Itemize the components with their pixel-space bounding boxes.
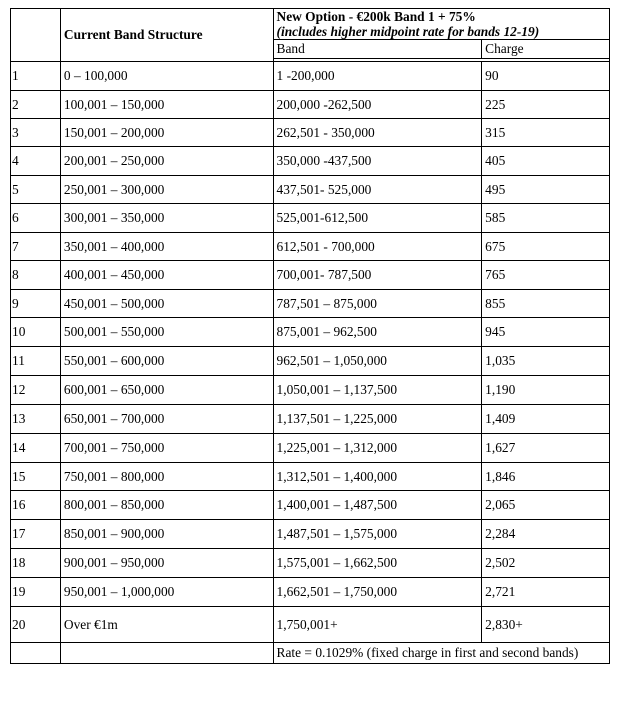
new-band-cell: 1 -200,000: [273, 62, 482, 91]
charge-cell: 315: [482, 119, 610, 147]
charge-cell: 675: [482, 233, 610, 261]
table-row: [11, 318, 610, 347]
header-row-top: [11, 9, 610, 40]
new-band-cell: 350,000 -437,500: [273, 147, 482, 176]
new-band-cell: 1,487,501 – 1,575,000: [273, 520, 482, 549]
new-band-cell: 525,001-612,500: [273, 204, 482, 233]
band-number-cell: 9: [11, 290, 61, 318]
new-band-cell: 700,001- 787,500: [273, 261, 482, 290]
table-row: [11, 147, 610, 176]
band-column-heading: Band: [273, 40, 482, 59]
charge-cell: 1,846: [482, 463, 610, 491]
current-band-cell: 500,001 – 550,000: [60, 318, 273, 347]
charge-cell: 90: [482, 62, 610, 91]
table-row: [11, 549, 610, 578]
band-number-cell: 8: [11, 261, 61, 290]
table-row: [11, 204, 610, 233]
current-band-cell: 750,001 – 800,000: [60, 463, 273, 491]
band-number-cell: 11: [11, 347, 61, 376]
current-band-cell: 100,001 – 150,000: [60, 91, 273, 119]
table-row: [11, 463, 610, 491]
band-number-cell: 15: [11, 463, 61, 491]
band-number-cell: 4: [11, 147, 61, 176]
new-band-cell: 200,000 -262,500: [273, 91, 482, 119]
charge-cell: 945: [482, 318, 610, 347]
current-band-cell: 850,001 – 900,000: [60, 520, 273, 549]
new-band-cell: 1,137,501 – 1,225,000: [273, 405, 482, 434]
rate-row: [11, 643, 610, 664]
current-band-cell: 700,001 – 750,000: [60, 434, 273, 463]
band-number-cell: 7: [11, 233, 61, 261]
charge-cell: 765: [482, 261, 610, 290]
new-band-cell: 1,312,501 – 1,400,000: [273, 463, 482, 491]
band-number-cell: 20: [11, 607, 61, 643]
current-band-cell: 150,001 – 200,000: [60, 119, 273, 147]
band-number-cell: 1: [11, 62, 61, 91]
charge-cell: 1,409: [482, 405, 610, 434]
band-number-cell: 13: [11, 405, 61, 434]
new-band-cell: 437,501- 525,000: [273, 176, 482, 204]
current-band-cell: 300,001 – 350,000: [60, 204, 273, 233]
table-row: [11, 578, 610, 607]
band-number-cell: 14: [11, 434, 61, 463]
table-row: [11, 176, 610, 204]
new-band-cell: 612,501 - 700,000: [273, 233, 482, 261]
table-row: [11, 607, 610, 643]
current-band-cell: 350,001 – 400,000: [60, 233, 273, 261]
new-band-cell: 962,501 – 1,050,000: [273, 347, 482, 376]
new-band-cell: 875,001 – 962,500: [273, 318, 482, 347]
new-band-cell: 1,050,001 – 1,137,500: [273, 376, 482, 405]
new-option-heading: [273, 9, 609, 40]
band-number-cell: 17: [11, 520, 61, 549]
table-row: [11, 233, 610, 261]
current-band-cell: 600,001 – 650,000: [60, 376, 273, 405]
new-option-title: New Option - €200k Band 1 + 75%: [276, 9, 476, 24]
charge-cell: 2,284: [482, 520, 610, 549]
current-band-cell: 950,001 – 1,000,000: [60, 578, 273, 607]
current-band-cell: 400,001 – 450,000: [60, 261, 273, 290]
new-band-cell: 1,225,001 – 1,312,000: [273, 434, 482, 463]
table-row: [11, 290, 610, 318]
table-row: [11, 91, 610, 119]
current-band-cell: 450,001 – 500,000: [60, 290, 273, 318]
current-band-cell: 800,001 – 850,000: [60, 491, 273, 520]
new-band-cell: 787,501 – 875,000: [273, 290, 482, 318]
new-option-subtitle: (includes higher midpoint rate for bands 12-19): [276, 24, 540, 39]
new-band-cell: 262,501 - 350,000: [273, 119, 482, 147]
charge-cell: 405: [482, 147, 610, 176]
band-number-cell: 16: [11, 491, 61, 520]
charge-cell: 585: [482, 204, 610, 233]
charge-cell: 2,502: [482, 549, 610, 578]
table-row: [11, 434, 610, 463]
charge-cell: 1,627: [482, 434, 610, 463]
band-number-cell: 2: [11, 91, 61, 119]
current-band-cell: 200,001 – 250,000: [60, 147, 273, 176]
current-band-structure-heading: Current Band Structure: [60, 9, 273, 62]
charge-cell: 225: [482, 91, 610, 119]
current-band-cell: Over €1m: [60, 607, 273, 643]
band-number-cell: 19: [11, 578, 61, 607]
charge-cell: 2,830+: [482, 607, 610, 643]
charge-cell: 2,065: [482, 491, 610, 520]
charge-cell: 2,721: [482, 578, 610, 607]
header-blank-cell: [11, 9, 61, 62]
band-number-cell: 6: [11, 204, 61, 233]
new-band-cell: 1,662,501 – 1,750,000: [273, 578, 482, 607]
new-band-cell: 1,575,001 – 1,662,500: [273, 549, 482, 578]
current-band-cell: 650,001 – 700,000: [60, 405, 273, 434]
band-number-cell: 3: [11, 119, 61, 147]
table-row: [11, 62, 610, 91]
table-row: [11, 347, 610, 376]
table-row: [11, 376, 610, 405]
table-row: [11, 520, 610, 549]
band-number-cell: 18: [11, 549, 61, 578]
charge-column-heading: Charge: [482, 40, 610, 59]
charge-cell: 495: [482, 176, 610, 204]
charge-cell: 855: [482, 290, 610, 318]
current-band-cell: 550,001 – 600,000: [60, 347, 273, 376]
band-number-cell: 5: [11, 176, 61, 204]
table-row: [11, 261, 610, 290]
new-band-cell: 1,400,001 – 1,487,500: [273, 491, 482, 520]
current-band-cell: 0 – 100,000: [60, 62, 273, 91]
charge-cell: 1,035: [482, 347, 610, 376]
current-band-cell: 250,001 – 300,000: [60, 176, 273, 204]
band-structure-table: [10, 8, 610, 664]
table-row: [11, 119, 610, 147]
current-band-cell: 900,001 – 950,000: [60, 549, 273, 578]
band-number-cell: 12: [11, 376, 61, 405]
rate-note: Rate = 0.1029% (fixed charge in first and second bands): [273, 643, 609, 664]
charge-cell: 1,190: [482, 376, 610, 405]
new-band-cell: 1,750,001+: [273, 607, 482, 643]
table-row: [11, 405, 610, 434]
band-number-cell: 10: [11, 318, 61, 347]
table-row: [11, 491, 610, 520]
